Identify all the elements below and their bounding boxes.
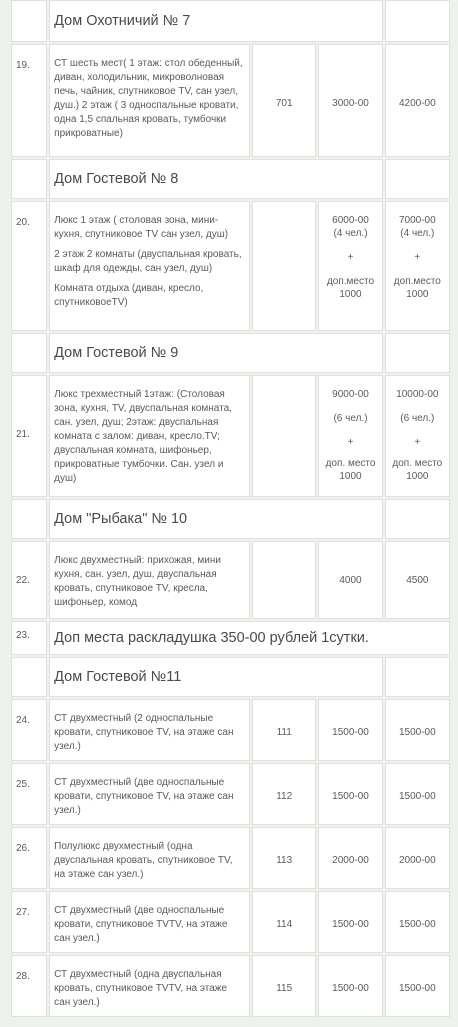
room-description: Люкс двухместный: прихожая, мини кухня, сан. узел, душ, двуспальная кровать, спутниковое TV, кресла, шифоньер, комод bbox=[49, 541, 250, 619]
extra-bed-label: доп.место bbox=[393, 276, 441, 287]
room-number: 114 bbox=[252, 891, 316, 953]
price-2: 2000-00 bbox=[385, 827, 450, 889]
room-description: Люкс трехместный 1этаж: (Столовая зона, кухня, TV, двуспальная комната, сан. узел, душ; 2этаж: двуспальная комната с залом: диван, кресло.TV; двуспальная комната, шифоньер, прикроватные тумбочки. Сан. узел и душ) bbox=[49, 375, 250, 497]
table-row bbox=[11, 201, 450, 331]
extra-bed-label: доп.место bbox=[326, 276, 375, 287]
room-number: 115 bbox=[252, 955, 316, 1017]
price-2: 1500-00 bbox=[385, 955, 450, 1017]
table-row bbox=[11, 955, 450, 1017]
room-number bbox=[252, 541, 316, 619]
price-value: 10000-00 bbox=[396, 389, 439, 400]
price-1: 2000-00 bbox=[318, 827, 382, 889]
table-row bbox=[11, 375, 450, 497]
price-table-container bbox=[9, 0, 452, 1027]
header-spacer bbox=[11, 0, 47, 42]
extra-bed-price: 1000 bbox=[339, 289, 362, 300]
row-number: 24. bbox=[11, 699, 47, 761]
row-number: 25. bbox=[11, 763, 47, 825]
house-title: Дом Охотничий № 7 bbox=[49, 0, 383, 42]
price-1: 3000-00 bbox=[318, 44, 382, 157]
header-spacer bbox=[385, 333, 450, 373]
room-number: 111 bbox=[252, 699, 316, 761]
room-description: СТ шесть мест( 1 этаж: стол обеденный, диван, холодильник, микроволновая печь, чайник, спутниковое TV, сан узел, душ.) 2 этаж ( 3 односпальные кровати, одна 1,5 спальная кровать, тумбочки прикроватные) bbox=[49, 44, 250, 157]
header-spacer bbox=[385, 657, 450, 697]
extra-bed-price: 1000 bbox=[339, 471, 362, 482]
room-number bbox=[252, 375, 316, 497]
price-1: 1500-00 bbox=[318, 891, 382, 953]
house-header-row bbox=[11, 333, 450, 373]
row-number: 28. bbox=[11, 955, 47, 1017]
price-value: 9000-00 bbox=[332, 389, 369, 400]
price-1 bbox=[318, 375, 382, 497]
room-number bbox=[252, 201, 316, 331]
room-number: 113 bbox=[252, 827, 316, 889]
table-row bbox=[11, 699, 450, 761]
price-2 bbox=[385, 201, 450, 331]
description-part: Комната отдыха (диван, кресло, спутниковоеTV) bbox=[54, 283, 204, 308]
price-plus: + bbox=[347, 437, 354, 448]
header-spacer bbox=[11, 657, 47, 697]
price-plus: + bbox=[414, 437, 421, 448]
table-row bbox=[11, 44, 450, 157]
price-capacity: (6 чел.) bbox=[400, 413, 435, 424]
house-title: Дом "Рыбака" № 10 bbox=[49, 499, 383, 539]
price-2: 1500-00 bbox=[385, 891, 450, 953]
description-part: 2 этаж 2 комнаты (двуспальная кровать, шкаф для одежды, сан узел, душ) bbox=[54, 249, 242, 274]
price-1: 1500-00 bbox=[318, 763, 382, 825]
header-spacer bbox=[385, 0, 450, 42]
price-1 bbox=[318, 201, 382, 331]
row-number: 20. bbox=[11, 201, 47, 331]
row-number: 27. bbox=[11, 891, 47, 953]
room-description: СТ двухместный (2 односпальные кровати, спутниковое TV, на этаже сан узел.) bbox=[49, 699, 250, 761]
price-1: 1500-00 bbox=[318, 699, 382, 761]
table-row bbox=[11, 891, 450, 953]
header-spacer bbox=[11, 159, 47, 199]
house-header-row bbox=[11, 0, 450, 42]
table-row bbox=[11, 827, 450, 889]
row-number: 23. bbox=[11, 621, 47, 655]
table-row bbox=[11, 621, 450, 655]
price-capacity: (4 чел.) bbox=[333, 228, 368, 239]
extra-bed-price: 1000 bbox=[406, 471, 429, 482]
price-value: 6000-00 bbox=[332, 215, 369, 226]
house-title: Дом Гостевой № 8 bbox=[49, 159, 383, 199]
price-plus: + bbox=[347, 252, 354, 263]
header-spacer bbox=[385, 159, 450, 199]
extra-bed-price: 1000 bbox=[406, 289, 429, 300]
price-capacity: (4 чел.) bbox=[400, 228, 435, 239]
room-description: СТ двухместный (две односпальные кровати, спутниковое TVTV, на этаже сан узел.) bbox=[49, 891, 250, 953]
description-part: Люкс 1 этаж ( столовая зона, мини-кухня, спутниковое TV сан узел, душ) bbox=[54, 215, 229, 240]
extra-bed-label: доп. место bbox=[392, 458, 443, 469]
price-2: 1500-00 bbox=[385, 699, 450, 761]
row-number: 21. bbox=[11, 375, 47, 497]
room-description: СТ двухместный (две односпальные кровати, спутниковое TV, на этаже сан узел.) bbox=[49, 763, 250, 825]
price-1: 4000 bbox=[318, 541, 382, 619]
house-title: Дом Гостевой № 9 bbox=[49, 333, 383, 373]
price-table bbox=[9, 0, 452, 1019]
price-plus: + bbox=[414, 252, 421, 263]
house-header-row bbox=[11, 159, 450, 199]
price-value: 7000-00 bbox=[398, 215, 436, 226]
row-number: 22. bbox=[11, 541, 47, 619]
house-title: Дом Гостевой №11 bbox=[49, 657, 383, 697]
house-header-row bbox=[11, 499, 450, 539]
extra-bed-note: Доп места раскладушка 350-00 рублей 1сутки. bbox=[49, 621, 450, 655]
header-spacer bbox=[11, 333, 47, 373]
row-number: 19. bbox=[11, 44, 47, 157]
price-2 bbox=[385, 375, 450, 497]
table-row bbox=[11, 541, 450, 619]
price-2: 4200-00 bbox=[385, 44, 450, 157]
room-number: 701 bbox=[252, 44, 316, 157]
room-description: Полулюкс двухместный (одна двуспальная кровать, спутниковое TV, на этаже сан узел.) bbox=[49, 827, 250, 889]
room-description bbox=[49, 201, 250, 331]
header-spacer bbox=[11, 499, 47, 539]
house-header-row bbox=[11, 657, 450, 697]
price-2: 1500-00 bbox=[385, 763, 450, 825]
price-capacity: (6 чел.) bbox=[333, 413, 368, 424]
header-spacer bbox=[385, 499, 450, 539]
row-number: 26. bbox=[11, 827, 47, 889]
room-description: СТ двухместный (одна двуспальная кровать, спутниковое TVTV, на этаже сан узел.) bbox=[49, 955, 250, 1017]
extra-bed-label: доп. место bbox=[325, 458, 376, 469]
table-row bbox=[11, 763, 450, 825]
price-2: 4500 bbox=[385, 541, 450, 619]
price-1: 1500-00 bbox=[318, 955, 382, 1017]
room-number: 112 bbox=[252, 763, 316, 825]
